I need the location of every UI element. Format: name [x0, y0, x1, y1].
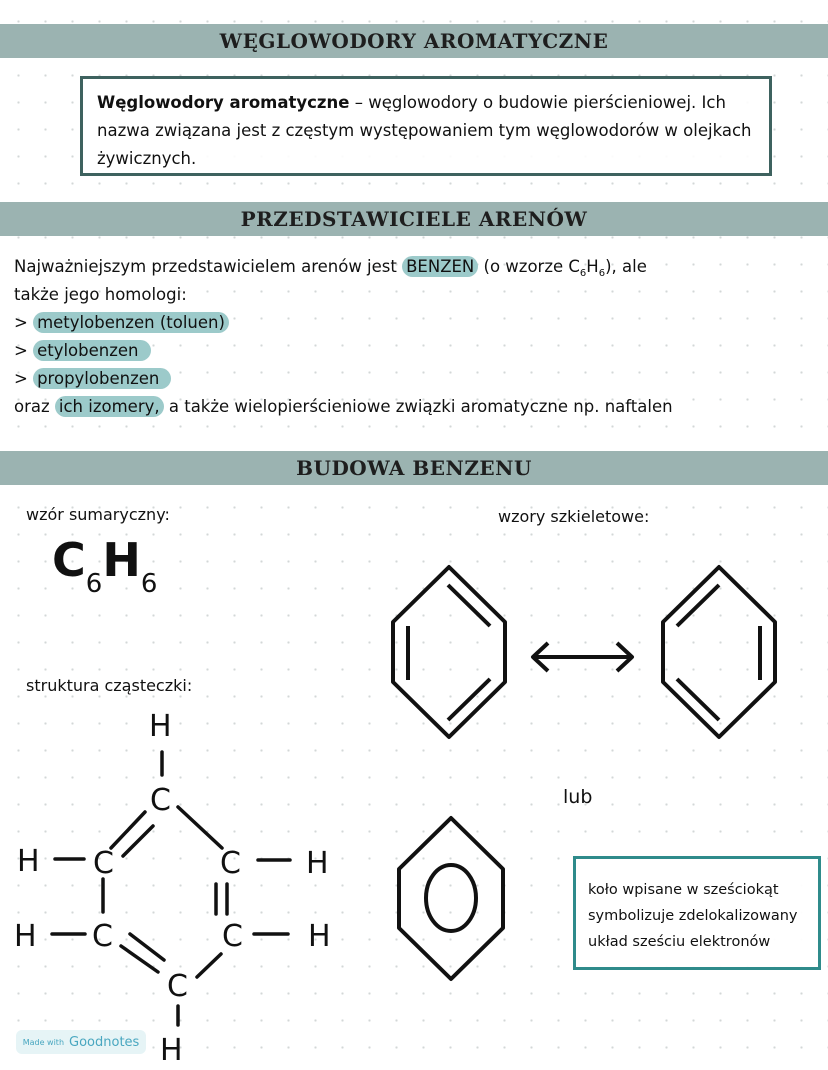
formula-subscript: 6 [598, 268, 606, 279]
formula-h: H [586, 257, 599, 276]
benzene-highlight: BENZEN [402, 256, 478, 277]
atom-carbon: C [92, 919, 113, 954]
note-line: układ sześciu elektronów [588, 934, 771, 950]
molecule-structure-label: struktura cząsteczki: [26, 676, 193, 695]
bullet-marker: > [14, 341, 28, 360]
bond [178, 807, 222, 848]
formula-c: C [52, 533, 86, 587]
bond [197, 954, 221, 977]
bond [111, 812, 145, 848]
goodnotes-watermark [16, 1030, 146, 1054]
representatives-line2: także jego homologi: [14, 285, 187, 304]
atom-hydrogen: H [306, 846, 329, 881]
formula-h: H [102, 533, 141, 587]
or-label: lub [563, 786, 593, 808]
atom-carbon: C [150, 783, 171, 818]
summary-formula-label: wzór sumaryczny: [26, 505, 170, 524]
watermark-brand: Goodnotes [69, 1034, 140, 1050]
last-line-text: a także wielopierścieniowe związki aromatyczne np. naftalen [163, 397, 673, 416]
delocalized-circle [426, 865, 476, 931]
watermark-prefix: Made with [22, 1037, 65, 1047]
formula-h-subscript: 6 [140, 569, 158, 599]
atom-carbon: C [93, 846, 114, 881]
definition-text: – węglowodory o budowie pierścieniowej. Ich nazwa związana jest z częstym występowaniem tym węglowodorów w olejkach żywicznych. [97, 93, 752, 168]
bullet-marker: > [14, 369, 28, 388]
note-line: symbolizuje zdelokalizowany [588, 908, 798, 924]
atom-hydrogen: H [308, 919, 331, 954]
atom-hydrogen: H [160, 1033, 183, 1068]
homolog-label: propylobenzen [33, 368, 171, 389]
header-title: BUDOWA BENZENU [296, 456, 532, 480]
note-box [573, 856, 821, 970]
atom-carbon: C [167, 969, 188, 1004]
atom-hydrogen: H [149, 709, 172, 744]
isomers-highlight: ich izomery, [55, 396, 164, 417]
last-line-prefix: oraz [14, 397, 55, 416]
atom-carbon: C [222, 919, 243, 954]
header-title: WĘGLOWODORY AROMATYCZNE [219, 29, 609, 53]
intro-text: Najważniejszym przedstawicielem arenów jest [14, 257, 403, 276]
skeletal-formulas-label: wzory szkieletowe: [498, 507, 650, 526]
atom-hydrogen: H [17, 844, 40, 879]
formula-c-subscript: 6 [85, 569, 103, 599]
intro-end-text: ), ale [605, 257, 647, 276]
double-bond [677, 585, 719, 626]
definition-term: Węglowodory aromatyczne [97, 93, 350, 112]
homolog-label: metylobenzen (toluen) [33, 312, 229, 333]
note-line: koło wpisane w sześciokąt [588, 882, 779, 898]
atom-hydrogen: H [14, 919, 37, 954]
bullet-marker: > [14, 313, 28, 332]
formula-subscript: 6 [579, 268, 587, 279]
homolog-label: etylobenzen [33, 340, 150, 361]
benzene-ring-aromatic [399, 818, 503, 979]
double-bond [448, 585, 490, 626]
intro-formula-text: (o wzorze C [478, 257, 580, 276]
double-bond [448, 679, 490, 720]
header-title: PRZEDSTAWICIELE ARENÓW [240, 207, 588, 231]
atom-carbon: C [220, 846, 241, 881]
